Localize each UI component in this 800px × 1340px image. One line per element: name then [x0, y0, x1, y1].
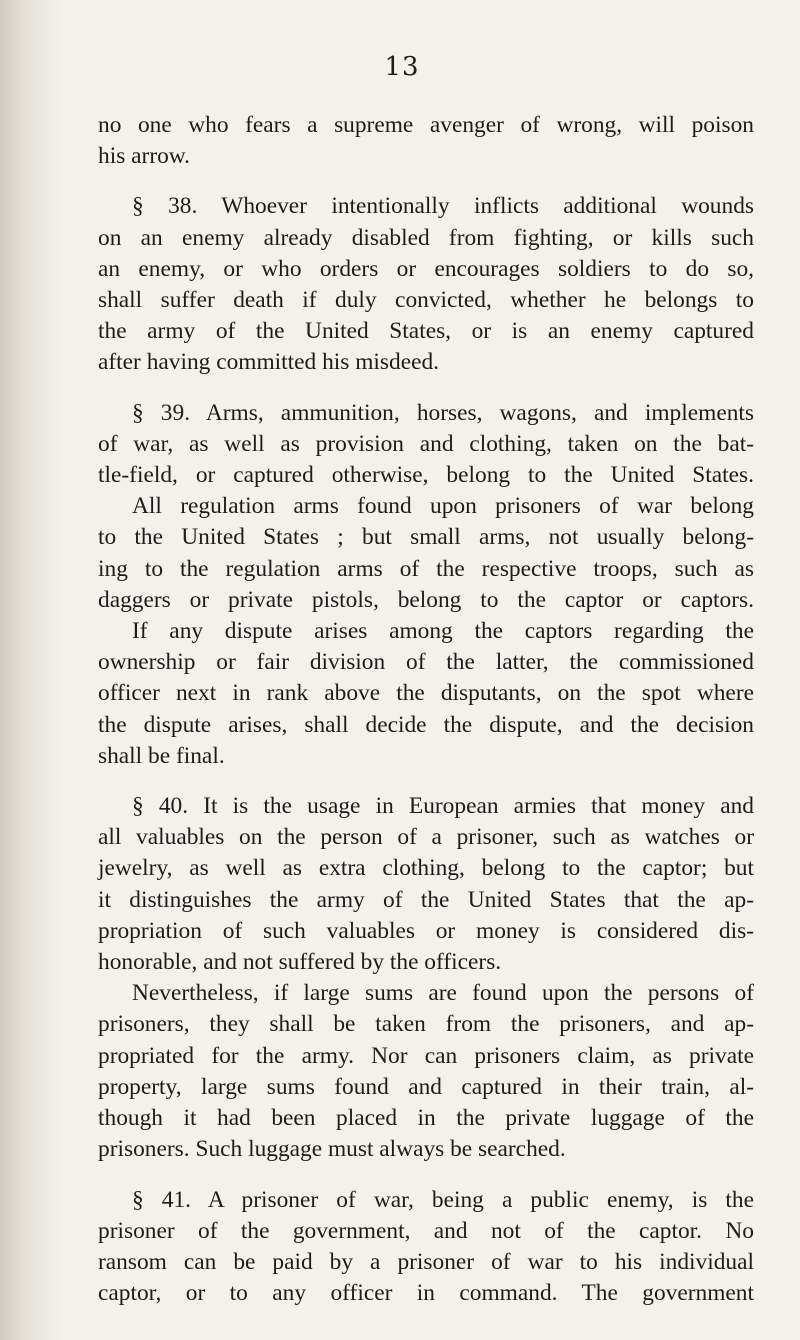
- text-line: captor, or to any officer in command. The government: [98, 1280, 754, 1307]
- text-line: to the United States ; but small arms, not usually belong-: [98, 524, 754, 551]
- text-line: after having committed his misdeed.: [98, 349, 440, 376]
- paragraph-gap: [98, 379, 754, 398]
- text-line: Nevertheless, if large sums are found upon the persons of: [132, 980, 754, 1007]
- page-number: 13: [384, 52, 420, 82]
- text-line: shall be final.: [98, 742, 225, 769]
- text-line: shall suffer death if duly convicted, whether he belongs to: [98, 287, 754, 314]
- text-line: officer next in rank above the disputants, on the spot where: [98, 680, 754, 707]
- text-line: propriation of such valuables or money is considered dis-: [98, 917, 754, 944]
- text-line: jewelry, as well as extra clothing, belong to the captor; but: [98, 855, 754, 882]
- text-line: § 38. Whoever intentionally inflicts additional wounds: [132, 193, 754, 220]
- text-line: propriated for the army. Nor can prisoners claim, as private: [98, 1042, 754, 1069]
- text-line: it distinguishes the army of the United States that the ap-: [98, 886, 754, 913]
- text-line: prisoner of the government, and not of the captor. No: [98, 1217, 754, 1244]
- text-line: prisoners, they shall be taken from the prisoners, and ap-: [98, 1011, 754, 1038]
- text-line: no one who fears a supreme avenger of wrong, will poison: [98, 112, 754, 138]
- text-line: property, large sums found and captured in their train, al-: [98, 1073, 754, 1100]
- text-line: ransom can be paid by a prisoner of war to his individual: [98, 1248, 754, 1275]
- paragraph-intro: [98, 110, 754, 172]
- text-line: § 40. It is the usage in European armies that money and: [132, 793, 754, 820]
- text-line: an enemy, or who orders or encourages soldiers to do so,: [98, 255, 754, 282]
- page-body: [98, 110, 754, 1309]
- paragraph-section-38: [98, 191, 754, 378]
- text-line: the dispute arises, shall decide the dispute, and the decision: [98, 711, 754, 738]
- text-line: on an enemy already disabled from fighting, or kills such: [98, 224, 754, 251]
- paragraph-gap: [98, 772, 754, 791]
- text-line: ing to the regulation arms of the respective troops, such as: [98, 555, 754, 582]
- paragraph-section-39: [98, 398, 754, 772]
- text-line: all valuables on the person of a prisoner, such as watches or: [98, 824, 754, 851]
- text-line: ownership or fair division of the latter, the commissioned: [98, 649, 754, 676]
- text-line: of war, as well as provision and clothing, taken on the bat-: [98, 430, 754, 457]
- text-line: though it had been placed in the private luggage of the: [98, 1105, 754, 1132]
- paragraph-section-41: [98, 1185, 754, 1310]
- text-line: All regulation arms found upon prisoners of war belong: [132, 493, 754, 520]
- paragraph-section-40: [98, 791, 754, 1165]
- text-line: tle-field, or captured otherwise, belong to the United States.: [98, 462, 754, 489]
- text-line: prisoners. Such luggage must always be searched.: [98, 1136, 566, 1163]
- text-line: daggers or private pistols, belong to the captor or captors.: [98, 586, 754, 613]
- page-edge-shadow: [0, 0, 60, 1340]
- paragraph-gap: [98, 1166, 754, 1185]
- text-line: If any dispute arises among the captors regarding the: [132, 618, 754, 645]
- paragraph-gap: [98, 172, 754, 191]
- text-line: § 39. Arms, ammunition, horses, wagons, and implements: [132, 399, 754, 426]
- text-line: honorable, and not suffered by the officers.: [98, 949, 502, 976]
- text-line: § 41. A prisoner of war, being a public enemy, is the: [132, 1186, 754, 1213]
- text-line: his arrow.: [98, 143, 191, 170]
- text-line: the army of the United States, or is an enemy captured: [98, 318, 754, 345]
